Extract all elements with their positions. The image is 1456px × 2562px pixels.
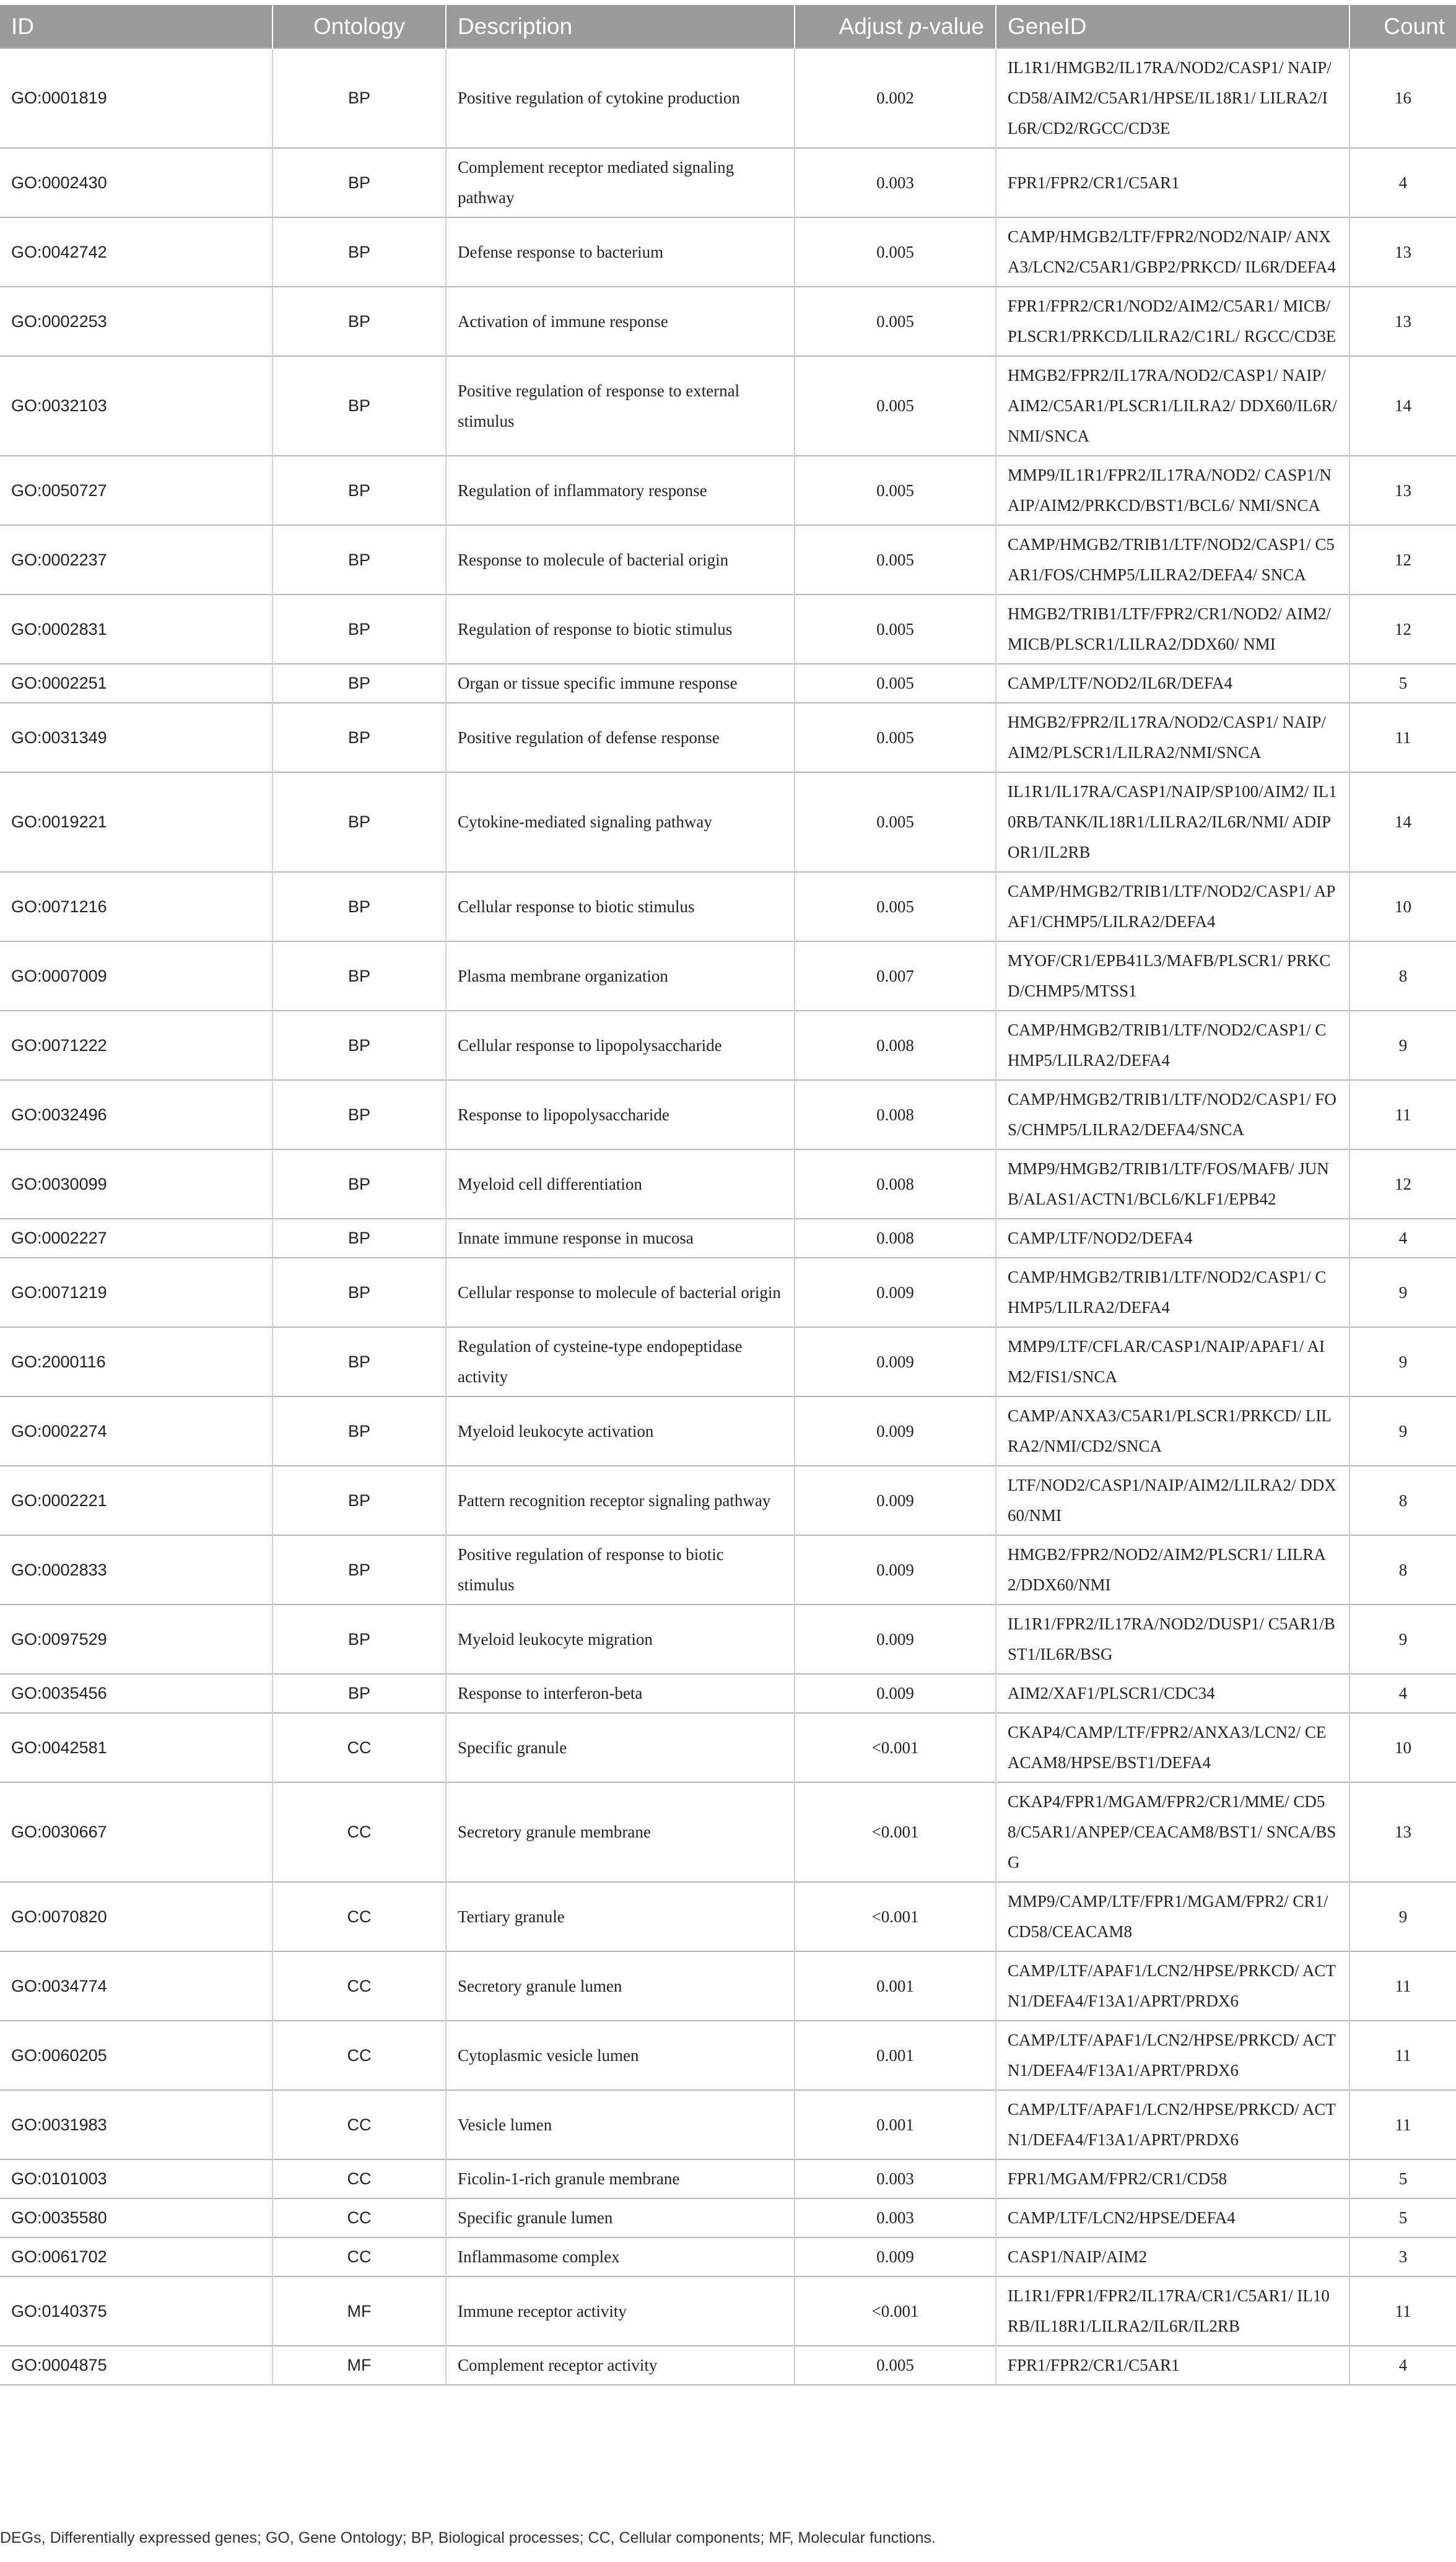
cell-gene-ids: MYOF/CR1/EPB41L3/MAFB/PLSCR1/ PRKCD/CHMP5/MTSS1 xyxy=(996,941,1349,1011)
cell-adjust-p-value: 0.005 xyxy=(795,356,996,456)
cell-ontology: CC xyxy=(272,1782,446,1882)
cell-ontology: BP xyxy=(272,664,446,703)
cell-go-id: GO:0002430 xyxy=(0,148,272,217)
cell-count: 11 xyxy=(1349,2021,1456,2090)
cell-description: Positive regulation of defense response xyxy=(446,703,795,772)
table-row xyxy=(0,2090,1456,2159)
cell-description: Immune receptor activity xyxy=(446,2277,795,2346)
cell-ontology: BP xyxy=(272,456,446,525)
cell-description: Ficolin-1-rich granule membrane xyxy=(446,2159,795,2198)
cell-count: 4 xyxy=(1349,2346,1456,2385)
cell-count: 5 xyxy=(1349,2159,1456,2198)
cell-ontology: CC xyxy=(272,2198,446,2237)
cell-count: 10 xyxy=(1349,872,1456,941)
cell-go-id: GO:0032496 xyxy=(0,1080,272,1149)
cell-go-id: GO:0050727 xyxy=(0,456,272,525)
cell-adjust-p-value: 0.009 xyxy=(795,1605,996,1674)
cell-gene-ids: MMP9/LTF/CFLAR/CASP1/NAIP/APAF1/ AIM2/FIS1/SNCA xyxy=(996,1327,1349,1396)
cell-adjust-p-value: 0.005 xyxy=(795,525,996,595)
cell-description: Secretory granule membrane xyxy=(446,1782,795,1882)
cell-go-id: GO:0070820 xyxy=(0,1882,272,1951)
cell-adjust-p-value: <0.001 xyxy=(795,1782,996,1882)
cell-description: Regulation of response to biotic stimulus xyxy=(446,595,795,664)
cell-ontology: BP xyxy=(272,1080,446,1149)
table-row xyxy=(0,2198,1456,2237)
table-row xyxy=(0,1080,1456,1149)
cell-count: 11 xyxy=(1349,703,1456,772)
cell-adjust-p-value: 0.008 xyxy=(795,1149,996,1219)
cell-adjust-p-value: 0.005 xyxy=(795,664,996,703)
cell-description: Activation of immune response xyxy=(446,287,795,356)
cell-count: 11 xyxy=(1349,1080,1456,1149)
cell-go-id: GO:0032103 xyxy=(0,356,272,456)
cell-count: 9 xyxy=(1349,1605,1456,1674)
cell-count: 13 xyxy=(1349,287,1456,356)
table-row xyxy=(0,1396,1456,1466)
cell-ontology: CC xyxy=(272,1882,446,1951)
cell-gene-ids: CAMP/LTF/NOD2/DEFA4 xyxy=(996,1219,1349,1258)
table-row xyxy=(0,2021,1456,2090)
cell-gene-ids: HMGB2/FPR2/IL17RA/NOD2/CASP1/ NAIP/AIM2/C5AR1/PLSCR1/LILRA2/ DDX60/IL6R/NMI/SNCA xyxy=(996,356,1349,456)
cell-description: Positive regulation of response to biotic stimulus xyxy=(446,1535,795,1605)
cell-count: 8 xyxy=(1349,941,1456,1011)
cell-go-id: GO:0071216 xyxy=(0,872,272,941)
cell-count: 12 xyxy=(1349,1149,1456,1219)
cell-gene-ids: IL1R1/IL17RA/CASP1/NAIP/SP100/AIM2/ IL10RB/TANK/IL18R1/LILRA2/IL6R/NMI/ ADIPOR1/IL2RB xyxy=(996,772,1349,872)
cell-go-id: GO:0001819 xyxy=(0,48,272,148)
table-row xyxy=(0,456,1456,525)
cell-count: 4 xyxy=(1349,1674,1456,1713)
table-row xyxy=(0,1219,1456,1258)
cell-ontology: BP xyxy=(272,1535,446,1605)
cell-adjust-p-value: 0.009 xyxy=(795,1674,996,1713)
cell-go-id: GO:0002253 xyxy=(0,287,272,356)
cell-ontology: BP xyxy=(272,1011,446,1080)
table-row xyxy=(0,1713,1456,1782)
cell-gene-ids: HMGB2/FPR2/NOD2/AIM2/PLSCR1/ LILRA2/DDX60/NMI xyxy=(996,1535,1349,1605)
cell-count: 16 xyxy=(1349,48,1456,148)
cell-adjust-p-value: 0.001 xyxy=(795,2090,996,2159)
cell-ontology: BP xyxy=(272,1149,446,1219)
cell-adjust-p-value: 0.009 xyxy=(795,2237,996,2277)
cell-go-id: GO:0002833 xyxy=(0,1535,272,1605)
cell-description: Complement receptor mediated signaling pathway xyxy=(446,148,795,217)
cell-gene-ids: CAMP/LTF/LCN2/HPSE/DEFA4 xyxy=(996,2198,1349,2237)
cell-ontology: BP xyxy=(272,356,446,456)
cell-count: 8 xyxy=(1349,1535,1456,1605)
cell-go-id: GO:0002831 xyxy=(0,595,272,664)
table-row xyxy=(0,2277,1456,2346)
cell-adjust-p-value: 0.003 xyxy=(795,2159,996,2198)
header-description: Description xyxy=(446,5,795,48)
cell-ontology: BP xyxy=(272,1258,446,1327)
cell-count: 4 xyxy=(1349,148,1456,217)
cell-ontology: BP xyxy=(272,1327,446,1396)
cell-description: Specific granule xyxy=(446,1713,795,1782)
header-id: ID xyxy=(0,5,272,48)
cell-adjust-p-value: 0.009 xyxy=(795,1327,996,1396)
cell-count: 13 xyxy=(1349,456,1456,525)
cell-gene-ids: MMP9/HMGB2/TRIB1/LTF/FOS/MAFB/ JUNB/ALAS1/ACTN1/BCL6/KLF1/EPB42 xyxy=(996,1149,1349,1219)
table-row xyxy=(0,595,1456,664)
table-row xyxy=(0,872,1456,941)
cell-gene-ids: IL1R1/FPR1/FPR2/IL17RA/CR1/C5AR1/ IL10RB/IL18R1/LILRA2/IL6R/IL2RB xyxy=(996,2277,1349,2346)
cell-go-id: GO:0031349 xyxy=(0,703,272,772)
table-row xyxy=(0,1782,1456,1882)
table-row xyxy=(0,2346,1456,2385)
cell-go-id: GO:0030667 xyxy=(0,1782,272,1882)
go-enrichment-table xyxy=(0,5,1456,2386)
table-row xyxy=(0,772,1456,872)
cell-gene-ids: CAMP/HMGB2/TRIB1/LTF/NOD2/CASP1/ APAF1/CHMP5/LILRA2/DEFA4 xyxy=(996,872,1349,941)
cell-adjust-p-value: <0.001 xyxy=(795,1713,996,1782)
cell-go-id: GO:0101003 xyxy=(0,2159,272,2198)
cell-description: Positive regulation of cytokine production xyxy=(446,48,795,148)
cell-count: 9 xyxy=(1349,1258,1456,1327)
cell-gene-ids: CAMP/LTF/APAF1/LCN2/HPSE/PRKCD/ ACTN1/DEFA4/F13A1/APRT/PRDX6 xyxy=(996,1951,1349,2021)
table-row xyxy=(0,48,1456,148)
cell-description: Myeloid cell differentiation xyxy=(446,1149,795,1219)
cell-count: 9 xyxy=(1349,1011,1456,1080)
table-row xyxy=(0,664,1456,703)
cell-ontology: BP xyxy=(272,703,446,772)
cell-gene-ids: CAMP/ANXA3/C5AR1/PLSCR1/PRKCD/ LILRA2/NMI/CD2/SNCA xyxy=(996,1396,1349,1466)
cell-count: 12 xyxy=(1349,595,1456,664)
table-row xyxy=(0,1951,1456,2021)
cell-description: Organ or tissue specific immune response xyxy=(446,664,795,703)
cell-adjust-p-value: 0.001 xyxy=(795,2021,996,2090)
cell-description: Tertiary granule xyxy=(446,1882,795,1951)
cell-count: 10 xyxy=(1349,1713,1456,1782)
cell-description: Regulation of cysteine-type endopeptidase activity xyxy=(446,1327,795,1396)
cell-description: Positive regulation of response to external stimulus xyxy=(446,356,795,456)
cell-description: Innate immune response in mucosa xyxy=(446,1219,795,1258)
cell-ontology: BP xyxy=(272,595,446,664)
cell-ontology: BP xyxy=(272,1219,446,1258)
cell-count: 9 xyxy=(1349,1882,1456,1951)
cell-description: Cellular response to molecule of bacterial origin xyxy=(446,1258,795,1327)
header-row xyxy=(0,5,1456,48)
table-row xyxy=(0,1882,1456,1951)
header-adjust-suffix: -value xyxy=(922,13,984,39)
cell-description: Response to lipopolysaccharide xyxy=(446,1080,795,1149)
cell-adjust-p-value: 0.009 xyxy=(795,1535,996,1605)
cell-description: Cytokine-mediated signaling pathway xyxy=(446,772,795,872)
table-row xyxy=(0,1149,1456,1219)
table-row xyxy=(0,1327,1456,1396)
cell-go-id: GO:0097529 xyxy=(0,1605,272,1674)
cell-go-id: GO:0031983 xyxy=(0,2090,272,2159)
cell-count: 13 xyxy=(1349,1782,1456,1882)
cell-gene-ids: CAMP/HMGB2/TRIB1/LTF/NOD2/CASP1/ CHMP5/LILRA2/DEFA4 xyxy=(996,1011,1349,1080)
table-row xyxy=(0,2237,1456,2277)
cell-go-id: GO:2000116 xyxy=(0,1327,272,1396)
cell-gene-ids: IL1R1/HMGB2/IL17RA/NOD2/CASP1/ NAIP/CD58/AIM2/C5AR1/HPSE/IL18R1/ LILRA2/IL6R/CD2/RGCC/CD3E xyxy=(996,48,1349,148)
cell-gene-ids: MMP9/IL1R1/FPR2/IL17RA/NOD2/ CASP1/NAIP/AIM2/PRKCD/BST1/BCL6/ NMI/SNCA xyxy=(996,456,1349,525)
cell-ontology: BP xyxy=(272,872,446,941)
cell-go-id: GO:0042742 xyxy=(0,217,272,287)
cell-count: 13 xyxy=(1349,217,1456,287)
cell-adjust-p-value: 0.007 xyxy=(795,941,996,1011)
table-row xyxy=(0,2159,1456,2198)
cell-gene-ids: CAMP/HMGB2/LTF/FPR2/NOD2/NAIP/ ANXA3/LCN2/C5AR1/GBP2/PRKCD/ IL6R/DEFA4 xyxy=(996,217,1349,287)
cell-ontology: CC xyxy=(272,2237,446,2277)
cell-adjust-p-value: 0.009 xyxy=(795,1258,996,1327)
cell-ontology: MF xyxy=(272,2346,446,2385)
cell-description: Cellular response to lipopolysaccharide xyxy=(446,1011,795,1080)
header-adjust-prefix: Adjust xyxy=(839,13,909,39)
table-row xyxy=(0,1466,1456,1535)
cell-gene-ids: CAMP/HMGB2/TRIB1/LTF/NOD2/CASP1/ C5AR1/FOS/CHMP5/LILRA2/DEFA4/ SNCA xyxy=(996,525,1349,595)
cell-adjust-p-value: 0.002 xyxy=(795,48,996,148)
cell-count: 5 xyxy=(1349,664,1456,703)
table-row xyxy=(0,1605,1456,1674)
cell-gene-ids: CAMP/LTF/NOD2/IL6R/DEFA4 xyxy=(996,664,1349,703)
cell-gene-ids: CAMP/HMGB2/TRIB1/LTF/NOD2/CASP1/ FOS/CHMP5/LILRA2/DEFA4/SNCA xyxy=(996,1080,1349,1149)
cell-description: Myeloid leukocyte migration xyxy=(446,1605,795,1674)
cell-ontology: CC xyxy=(272,2021,446,2090)
cell-gene-ids: LTF/NOD2/CASP1/NAIP/AIM2/LILRA2/ DDX60/NMI xyxy=(996,1466,1349,1535)
cell-go-id: GO:0060205 xyxy=(0,2021,272,2090)
cell-ontology: BP xyxy=(272,525,446,595)
cell-description: Plasma membrane organization xyxy=(446,941,795,1011)
cell-go-id: GO:0002237 xyxy=(0,525,272,595)
cell-gene-ids: CAMP/HMGB2/TRIB1/LTF/NOD2/CASP1/ CHMP5/LILRA2/DEFA4 xyxy=(996,1258,1349,1327)
cell-gene-ids: FPR1/MGAM/FPR2/CR1/CD58 xyxy=(996,2159,1349,2198)
cell-adjust-p-value: 0.001 xyxy=(795,1951,996,2021)
cell-gene-ids: IL1R1/FPR2/IL17RA/NOD2/DUSP1/ C5AR1/BST1/IL6R/BSG xyxy=(996,1605,1349,1674)
cell-adjust-p-value: <0.001 xyxy=(795,2277,996,2346)
cell-adjust-p-value: 0.008 xyxy=(795,1080,996,1149)
cell-adjust-p-value: 0.005 xyxy=(795,772,996,872)
cell-go-id: GO:0030099 xyxy=(0,1149,272,1219)
table-body xyxy=(0,48,1456,2385)
cell-count: 11 xyxy=(1349,2277,1456,2346)
table-row xyxy=(0,703,1456,772)
table-footnote: DEGs, Differentially expressed genes; GO, Gene Ontology; BP, Biological processes; CC, Cellular components; MF, Molecular functions. xyxy=(0,2529,936,2547)
cell-description: Secretory granule lumen xyxy=(446,1951,795,2021)
cell-description: Regulation of inflammatory response xyxy=(446,456,795,525)
cell-ontology: CC xyxy=(272,1713,446,1782)
cell-gene-ids: CASP1/NAIP/AIM2 xyxy=(996,2237,1349,2277)
cell-gene-ids: FPR1/FPR2/CR1/C5AR1 xyxy=(996,148,1349,217)
cell-ontology: BP xyxy=(272,772,446,872)
cell-description: Myeloid leukocyte activation xyxy=(446,1396,795,1466)
table-row xyxy=(0,525,1456,595)
table-header xyxy=(0,5,1456,48)
cell-ontology: CC xyxy=(272,1951,446,2021)
cell-adjust-p-value: <0.001 xyxy=(795,1882,996,1951)
header-ontology: Ontology xyxy=(272,5,446,48)
table-row xyxy=(0,217,1456,287)
cell-adjust-p-value: 0.005 xyxy=(795,456,996,525)
cell-adjust-p-value: 0.003 xyxy=(795,2198,996,2237)
cell-description: Inflammasome complex xyxy=(446,2237,795,2277)
cell-go-id: GO:0002227 xyxy=(0,1219,272,1258)
header-adjust-p-value xyxy=(795,5,996,48)
cell-go-id: GO:0071222 xyxy=(0,1011,272,1080)
header-count: Count xyxy=(1349,5,1456,48)
cell-adjust-p-value: 0.005 xyxy=(795,872,996,941)
cell-gene-ids: CKAP4/FPR1/MGAM/FPR2/CR1/MME/ CD58/C5AR1/ANPEP/CEACAM8/BST1/ SNCA/BSG xyxy=(996,1782,1349,1882)
table-row xyxy=(0,148,1456,217)
cell-go-id: GO:0002251 xyxy=(0,664,272,703)
cell-count: 14 xyxy=(1349,356,1456,456)
cell-adjust-p-value: 0.009 xyxy=(795,1466,996,1535)
cell-gene-ids: AIM2/XAF1/PLSCR1/CDC34 xyxy=(996,1674,1349,1713)
cell-count: 9 xyxy=(1349,1327,1456,1396)
cell-ontology: CC xyxy=(272,2090,446,2159)
cell-go-id: GO:0042581 xyxy=(0,1713,272,1782)
table-row xyxy=(0,356,1456,456)
cell-adjust-p-value: 0.003 xyxy=(795,148,996,217)
table-row xyxy=(0,941,1456,1011)
cell-go-id: GO:0034774 xyxy=(0,1951,272,2021)
cell-count: 11 xyxy=(1349,2090,1456,2159)
cell-description: Response to interferon-beta xyxy=(446,1674,795,1713)
cell-count: 14 xyxy=(1349,772,1456,872)
cell-description: Cytoplasmic vesicle lumen xyxy=(446,2021,795,2090)
cell-go-id: GO:0019221 xyxy=(0,772,272,872)
cell-adjust-p-value: 0.008 xyxy=(795,1011,996,1080)
cell-go-id: GO:0140375 xyxy=(0,2277,272,2346)
cell-gene-ids: FPR1/FPR2/CR1/NOD2/AIM2/C5AR1/ MICB/PLSCR1/PRKCD/LILRA2/C1RL/ RGCC/CD3E xyxy=(996,287,1349,356)
cell-gene-ids: FPR1/FPR2/CR1/C5AR1 xyxy=(996,2346,1349,2385)
cell-count: 12 xyxy=(1349,525,1456,595)
cell-ontology: BP xyxy=(272,217,446,287)
table-row xyxy=(0,1258,1456,1327)
cell-adjust-p-value: 0.005 xyxy=(795,595,996,664)
cell-count: 5 xyxy=(1349,2198,1456,2237)
cell-description: Response to molecule of bacterial origin xyxy=(446,525,795,595)
cell-adjust-p-value: 0.005 xyxy=(795,217,996,287)
cell-ontology: BP xyxy=(272,941,446,1011)
cell-gene-ids: HMGB2/FPR2/IL17RA/NOD2/CASP1/ NAIP/AIM2/PLSCR1/LILRA2/NMI/SNCA xyxy=(996,703,1349,772)
cell-ontology: BP xyxy=(272,1674,446,1713)
cell-go-id: GO:0004875 xyxy=(0,2346,272,2385)
cell-ontology: BP xyxy=(272,287,446,356)
cell-adjust-p-value: 0.005 xyxy=(795,2346,996,2385)
cell-ontology: BP xyxy=(272,1466,446,1535)
cell-count: 3 xyxy=(1349,2237,1456,2277)
cell-go-id: GO:0002221 xyxy=(0,1466,272,1535)
table-row xyxy=(0,1535,1456,1605)
table-row xyxy=(0,287,1456,356)
cell-count: 11 xyxy=(1349,1951,1456,2021)
cell-gene-ids: MMP9/CAMP/LTF/FPR1/MGAM/FPR2/ CR1/CD58/CEACAM8 xyxy=(996,1882,1349,1951)
cell-ontology: BP xyxy=(272,48,446,148)
cell-go-id: GO:0061702 xyxy=(0,2237,272,2277)
cell-gene-ids: CAMP/LTF/APAF1/LCN2/HPSE/PRKCD/ ACTN1/DEFA4/F13A1/APRT/PRDX6 xyxy=(996,2021,1349,2090)
cell-go-id: GO:0007009 xyxy=(0,941,272,1011)
cell-adjust-p-value: 0.005 xyxy=(795,703,996,772)
cell-gene-ids: HMGB2/TRIB1/LTF/FPR2/CR1/NOD2/ AIM2/MICB/PLSCR1/LILRA2/DDX60/ NMI xyxy=(996,595,1349,664)
cell-go-id: GO:0071219 xyxy=(0,1258,272,1327)
cell-adjust-p-value: 0.008 xyxy=(795,1219,996,1258)
cell-go-id: GO:0035580 xyxy=(0,2198,272,2237)
cell-count: 9 xyxy=(1349,1396,1456,1466)
header-gene-id: GeneID xyxy=(996,5,1349,48)
cell-ontology: BP xyxy=(272,148,446,217)
cell-description: Complement receptor activity xyxy=(446,2346,795,2385)
cell-ontology: MF xyxy=(272,2277,446,2346)
header-adjust-p-italic: p xyxy=(909,13,922,39)
cell-adjust-p-value: 0.005 xyxy=(795,287,996,356)
cell-description: Defense response to bacterium xyxy=(446,217,795,287)
cell-description: Specific granule lumen xyxy=(446,2198,795,2237)
cell-ontology: BP xyxy=(272,1605,446,1674)
cell-adjust-p-value: 0.009 xyxy=(795,1396,996,1466)
cell-gene-ids: CAMP/LTF/APAF1/LCN2/HPSE/PRKCD/ ACTN1/DEFA4/F13A1/APRT/PRDX6 xyxy=(996,2090,1349,2159)
table-row xyxy=(0,1011,1456,1080)
cell-ontology: CC xyxy=(272,2159,446,2198)
table-row xyxy=(0,1674,1456,1713)
cell-go-id: GO:0002274 xyxy=(0,1396,272,1466)
cell-count: 4 xyxy=(1349,1219,1456,1258)
cell-gene-ids: CKAP4/CAMP/LTF/FPR2/ANXA3/LCN2/ CEACAM8/HPSE/BST1/DEFA4 xyxy=(996,1713,1349,1782)
cell-description: Vesicle lumen xyxy=(446,2090,795,2159)
cell-description: Pattern recognition receptor signaling pathway xyxy=(446,1466,795,1535)
cell-ontology: BP xyxy=(272,1396,446,1466)
cell-description: Cellular response to biotic stimulus xyxy=(446,872,795,941)
cell-go-id: GO:0035456 xyxy=(0,1674,272,1713)
cell-count: 8 xyxy=(1349,1466,1456,1535)
